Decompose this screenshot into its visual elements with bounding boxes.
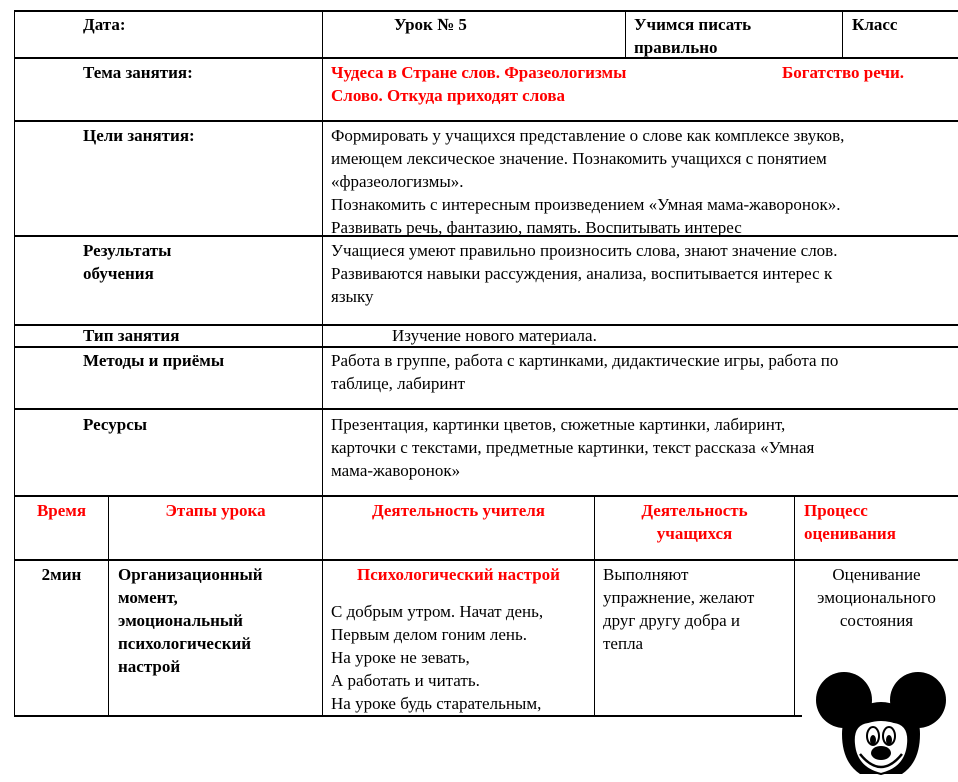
resources-line: Презентация, картинки цветов, сюжетные картинки, лабиринт, — [331, 415, 786, 434]
goals-line: Познакомить с интересным произведением «Умная мама-жаворонок». — [331, 195, 841, 214]
students-cell — [603, 563, 754, 655]
mickey-mouse-face-icon — [802, 662, 958, 777]
stage-line: эмоциональный — [118, 611, 243, 630]
col-divider — [322, 495, 323, 716]
column-header-line: Процесс — [804, 501, 868, 520]
assessment-line: Оценивание — [832, 565, 921, 584]
subject-label — [634, 13, 751, 59]
resources-label: Ресурсы — [83, 415, 148, 434]
column-header-time: Время — [36, 501, 87, 520]
students-line: друг другу добра и — [603, 611, 740, 630]
column-header-line: оценивания — [804, 524, 896, 543]
column-header-assessment — [804, 499, 896, 545]
poem-line: Первым делом гоним лень. — [331, 625, 528, 644]
students-line: тепла — [603, 634, 644, 653]
col-divider — [108, 495, 109, 716]
assessment-cell — [795, 563, 958, 632]
goals-line: имеющем лексическое значение. Познакомить учащихся с понятием — [331, 149, 827, 168]
stage-line: момент, — [118, 588, 178, 607]
results-label-line: обучения — [83, 264, 154, 283]
topic-label: Тема занятия: — [83, 63, 193, 82]
table-border-top — [14, 10, 958, 12]
column-header-line: учащихся — [656, 524, 733, 543]
row-divider — [14, 57, 958, 59]
type-label: Тип занятия — [83, 326, 180, 345]
results-line: Учащиеся умеют правильно произносить слова, знают значение слов. — [331, 241, 838, 260]
subject-label-line: Учимся писать — [634, 15, 752, 34]
col-divider — [322, 10, 323, 497]
col-divider — [625, 10, 626, 58]
poem-line: На уроке будь старательным, — [331, 694, 542, 713]
teacher-poem — [331, 600, 543, 715]
row-divider — [14, 495, 958, 497]
time-cell: 2мин — [41, 565, 82, 584]
class-label: Класс — [852, 15, 898, 34]
date-label: Дата: — [83, 15, 126, 34]
column-header-teacher: Деятельность учителя — [371, 501, 545, 520]
students-line: упражнение, желают — [603, 588, 755, 607]
assessment-line: состояния — [839, 611, 914, 630]
table-border-left — [14, 10, 15, 717]
stage-cell — [118, 563, 263, 678]
stage-line: настрой — [118, 657, 181, 676]
subject-label-line: правильно — [634, 38, 718, 57]
poem-line: На уроке не зевать, — [331, 648, 470, 667]
resources-line: мама-жаворонок» — [331, 461, 461, 480]
column-header-students — [595, 499, 794, 545]
methods-line: Работа в группе, работа с картинками, дидактические игры, работа по — [331, 351, 839, 370]
row-divider — [14, 120, 958, 122]
assessment-line: эмоционального — [817, 588, 936, 607]
row-divider — [14, 346, 958, 348]
methods-line: таблице, лабиринт — [331, 374, 466, 393]
stage-line: Организационный — [118, 565, 263, 584]
methods-label: Методы и приёмы — [83, 351, 225, 370]
column-header-line: Деятельность — [641, 501, 748, 520]
goals-label: Цели занятия: — [83, 126, 195, 145]
students-line: Выполняют — [603, 565, 689, 584]
type-value: Изучение нового материала. — [392, 326, 597, 345]
row-divider — [14, 408, 958, 410]
poem-line: А работать и читать. — [331, 671, 480, 690]
results-line: Развиваются навыки рассуждения, анализа, воспитывается интерес к — [331, 264, 833, 283]
goals-line: Формировать у учащихся представление о слове как комплексе звуков, — [331, 126, 845, 145]
goals-line: «фразеологизмы». — [331, 172, 464, 191]
topic-value: Чудеса в Стране слов. Фразеологизмы — [331, 63, 627, 82]
goals-line: Развивать речь, фантазию, память. Воспитывать интерес — [331, 218, 742, 237]
row-divider — [14, 559, 958, 561]
stage-line: психологический — [118, 634, 252, 653]
topic-value-extra: Богатство речи. — [782, 63, 904, 82]
resources-line: карточки с текстами, предметные картинки, текст рассказа «Умная — [331, 438, 815, 457]
results-text — [331, 239, 837, 308]
poem-line: С добрым утром. Начат день, — [331, 602, 544, 621]
col-divider — [842, 10, 843, 58]
results-label-line: Результаты — [83, 241, 172, 260]
topic-value-line2: Слово. Откуда приходят слова — [331, 86, 566, 105]
column-header-stages: Этапы урока — [165, 501, 266, 520]
results-label — [83, 239, 171, 285]
methods-text — [331, 349, 838, 395]
lesson-number: Урок № 5 — [394, 15, 467, 34]
results-line: языку — [331, 287, 374, 306]
goals-text — [331, 124, 844, 239]
teacher-heading: Психологический настрой — [357, 565, 560, 584]
resources-text — [331, 413, 814, 482]
